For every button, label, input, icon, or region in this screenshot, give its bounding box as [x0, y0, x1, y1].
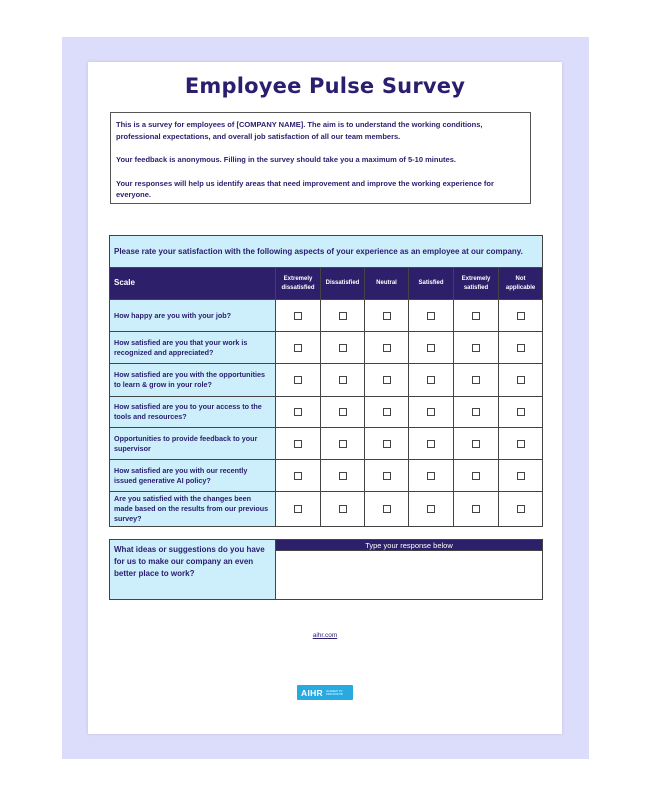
checkbox[interactable] — [383, 505, 391, 513]
question-text: How satisfied are you with the opportunities to learn & grow in your role? — [110, 364, 276, 397]
checkbox[interactable] — [427, 344, 435, 352]
footer-link[interactable]: aihr.com — [312, 632, 338, 639]
rating-cell — [365, 428, 409, 460]
checkbox[interactable] — [294, 472, 302, 480]
question-row — [110, 397, 543, 428]
checkbox[interactable] — [472, 408, 480, 416]
scale-option: Extremely satisfied — [454, 268, 499, 300]
open-question-text: What ideas or suggestions do you have for us to make our company an even better place to work? — [110, 540, 276, 600]
question-text: How satisfied are you with our recently issued generative AI policy? — [110, 460, 276, 492]
question-row — [110, 300, 543, 332]
rating-cell — [454, 460, 499, 492]
checkbox[interactable] — [427, 312, 435, 320]
question-row — [110, 332, 543, 364]
checkbox[interactable] — [427, 408, 435, 416]
scale-header-row — [110, 268, 543, 300]
checkbox[interactable] — [427, 376, 435, 384]
checkbox[interactable] — [383, 440, 391, 448]
checkbox[interactable] — [517, 408, 525, 416]
scale-option: Neutral — [365, 268, 409, 300]
rating-cell — [365, 397, 409, 428]
scale-option: Extremely dissatisfied — [276, 268, 321, 300]
rating-cell — [321, 332, 365, 364]
checkbox[interactable] — [517, 440, 525, 448]
checkbox[interactable] — [472, 440, 480, 448]
rating-cell — [409, 397, 454, 428]
checkbox[interactable] — [427, 440, 435, 448]
rating-cell — [454, 492, 499, 527]
response-header: Type your response below — [276, 540, 543, 551]
rating-cell — [321, 364, 365, 397]
intro-paragraph-1: This is a survey for employees of [COMPANY NAME]. The aim is to understand the working conditions, professional expectations, and overall job satisfaction of all our team members. — [116, 120, 483, 141]
checkbox[interactable] — [339, 472, 347, 480]
checkbox[interactable] — [339, 312, 347, 320]
open-question-table — [109, 539, 543, 600]
rating-cell — [321, 428, 365, 460]
question-row — [110, 364, 543, 397]
logo-subtext: ACADEMY TO INNOVATE HR — [325, 689, 343, 696]
document-page — [88, 62, 562, 734]
checkbox[interactable] — [339, 408, 347, 416]
question-text: Opportunities to provide feedback to your supervisor — [110, 428, 276, 460]
checkbox[interactable] — [294, 505, 302, 513]
intro-paragraph-3: Your responses will help us identify areas that need improvement and improve the working experience for everyone. — [116, 178, 494, 199]
checkbox[interactable] — [383, 344, 391, 352]
rating-cell — [409, 460, 454, 492]
checkbox[interactable] — [517, 505, 525, 513]
scale-label: Scale — [110, 268, 276, 300]
scale-option: Not applicable — [499, 268, 543, 300]
rating-cell — [409, 364, 454, 397]
rating-cell — [499, 332, 543, 364]
question-text: How happy are you with your job? — [110, 300, 276, 332]
rating-cell — [454, 332, 499, 364]
checkbox[interactable] — [294, 376, 302, 384]
checkbox[interactable] — [472, 344, 480, 352]
checkbox[interactable] — [339, 440, 347, 448]
checkbox[interactable] — [383, 376, 391, 384]
rating-cell — [321, 300, 365, 332]
checkbox[interactable] — [339, 376, 347, 384]
question-text: How satisfied are you to your access to the tools and resources? — [110, 397, 276, 428]
checkbox[interactable] — [472, 472, 480, 480]
rating-cell — [499, 300, 543, 332]
rating-cell — [409, 492, 454, 527]
rating-cell — [365, 460, 409, 492]
rating-cell — [365, 492, 409, 527]
checkbox[interactable] — [517, 472, 525, 480]
question-text: Are you satisfied with the changes been made based on the results from our previous survey? — [110, 492, 276, 527]
checkbox[interactable] — [383, 408, 391, 416]
rating-cell — [499, 364, 543, 397]
rating-cell — [454, 428, 499, 460]
rating-cell — [409, 300, 454, 332]
checkbox[interactable] — [472, 505, 480, 513]
checkbox[interactable] — [427, 472, 435, 480]
aihr-logo — [297, 685, 353, 700]
rating-cell — [365, 364, 409, 397]
checkbox[interactable] — [294, 440, 302, 448]
rating-cell — [276, 364, 321, 397]
rating-cell — [276, 397, 321, 428]
scale-option: Dissatisfied — [321, 268, 365, 300]
rating-cell — [409, 332, 454, 364]
question-row — [110, 492, 543, 527]
rating-cell — [365, 332, 409, 364]
rating-cell — [409, 428, 454, 460]
checkbox[interactable] — [294, 312, 302, 320]
question-row — [110, 460, 543, 492]
checkbox[interactable] — [339, 505, 347, 513]
rating-cell — [454, 364, 499, 397]
rating-table — [109, 235, 543, 527]
checkbox[interactable] — [427, 505, 435, 513]
rating-cell — [454, 300, 499, 332]
rating-cell — [276, 332, 321, 364]
question-row — [110, 428, 543, 460]
rating-cell — [321, 460, 365, 492]
rating-cell — [276, 300, 321, 332]
rating-cell — [321, 492, 365, 527]
checkbox[interactable] — [472, 312, 480, 320]
rating-cell — [454, 397, 499, 428]
rating-cell — [276, 428, 321, 460]
checkbox[interactable] — [383, 472, 391, 480]
intro-box — [110, 112, 531, 204]
checkbox[interactable] — [472, 376, 480, 384]
checkbox[interactable] — [294, 408, 302, 416]
question-text: How satisfied are you that your work is recognized and appreciated? — [110, 332, 276, 364]
rating-cell — [499, 460, 543, 492]
rating-cell — [321, 397, 365, 428]
checkbox[interactable] — [383, 312, 391, 320]
checkbox[interactable] — [517, 312, 525, 320]
checkbox[interactable] — [339, 344, 347, 352]
rating-cell — [499, 492, 543, 527]
scale-option: Satisfied — [409, 268, 454, 300]
checkbox[interactable] — [294, 344, 302, 352]
rating-cell — [276, 460, 321, 492]
page-title: Employee Pulse Survey — [184, 74, 466, 98]
intro-paragraph-2: Your feedback is anonymous. Filling in the survey should take you a maximum of 5-10 minutes. — [116, 155, 456, 164]
checkbox[interactable] — [517, 376, 525, 384]
rating-cell — [276, 492, 321, 527]
response-field[interactable] — [276, 551, 543, 600]
checkbox[interactable] — [517, 344, 525, 352]
rating-cell — [499, 397, 543, 428]
rating-cell — [365, 300, 409, 332]
logo-text: AIHR — [301, 687, 323, 698]
rating-cell — [499, 428, 543, 460]
rating-instruction: Please rate your satisfaction with the following aspects of your experience as an employee at our company. — [110, 236, 543, 268]
